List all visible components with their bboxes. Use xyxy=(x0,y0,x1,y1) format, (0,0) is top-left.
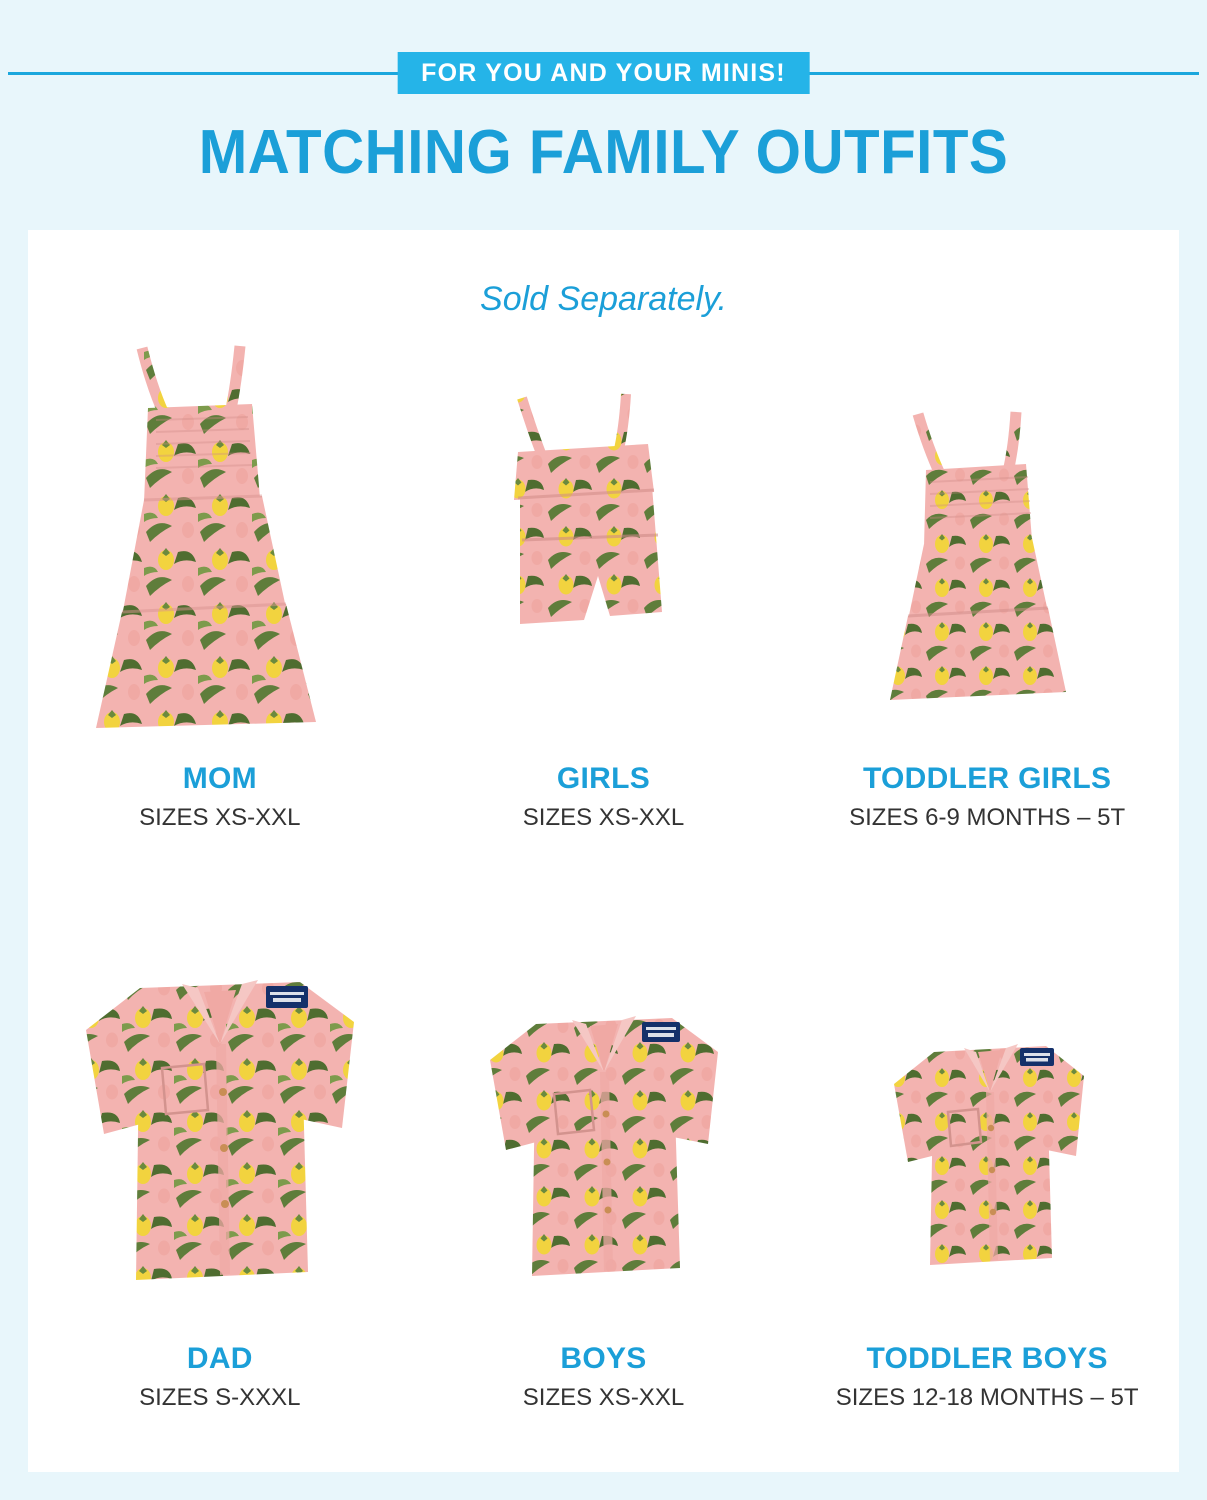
shirt-icon xyxy=(70,952,370,1302)
product-name: GIRLS xyxy=(556,762,651,795)
product-sizes: SIZES 12-18 MONTHS – 5T xyxy=(835,1384,1139,1411)
romper-icon xyxy=(498,380,708,740)
product-image-boys xyxy=(412,902,796,1302)
product-row xyxy=(28,320,1179,832)
product-name: MOM xyxy=(182,762,257,795)
page-title: MATCHING FAMILY OUTFITS xyxy=(198,118,1009,187)
product-image-toddler-boys xyxy=(795,902,1179,1302)
product-name: TODDLER BOYS xyxy=(866,1342,1108,1375)
toddler-dress-icon xyxy=(880,400,1095,740)
product-sizes: SIZES XS-XXL xyxy=(139,804,301,831)
product-sizes: SIZES 6-9 MONTHS – 5T xyxy=(849,804,1126,831)
product-item-girls[interactable] xyxy=(412,320,796,832)
product-image-girls xyxy=(412,320,796,740)
product-row xyxy=(28,902,1179,1412)
product-sizes: SIZES S-XXXL xyxy=(139,1384,301,1411)
product-item-dad[interactable] xyxy=(28,902,412,1412)
shirt-icon xyxy=(476,992,731,1302)
product-image-dad xyxy=(28,902,412,1302)
eyebrow-label: FOR YOU AND YOUR MINIS! xyxy=(397,52,810,94)
product-item-boys[interactable] xyxy=(412,902,796,1412)
header xyxy=(0,0,1207,218)
product-name: TODDLER GIRLS xyxy=(862,762,1112,795)
product-name: BOYS xyxy=(560,1342,647,1375)
product-item-toddler-girls[interactable] xyxy=(795,320,1179,832)
product-sizes: SIZES XS-XXL xyxy=(522,1384,685,1411)
product-image-mom xyxy=(28,320,412,740)
product-item-toddler-boys[interactable] xyxy=(795,902,1179,1412)
eyebrow-banner xyxy=(0,52,1207,94)
product-item-mom[interactable] xyxy=(28,320,412,832)
product-grid xyxy=(28,320,1179,1412)
sold-separately-note: Sold Separately. xyxy=(480,280,727,318)
product-card xyxy=(28,230,1179,1472)
product-sizes: SIZES XS-XXL xyxy=(522,804,685,831)
dress-icon xyxy=(90,330,350,740)
shirt-icon xyxy=(880,1022,1095,1302)
product-image-toddler-girls xyxy=(795,320,1179,740)
product-name: DAD xyxy=(186,1342,253,1375)
